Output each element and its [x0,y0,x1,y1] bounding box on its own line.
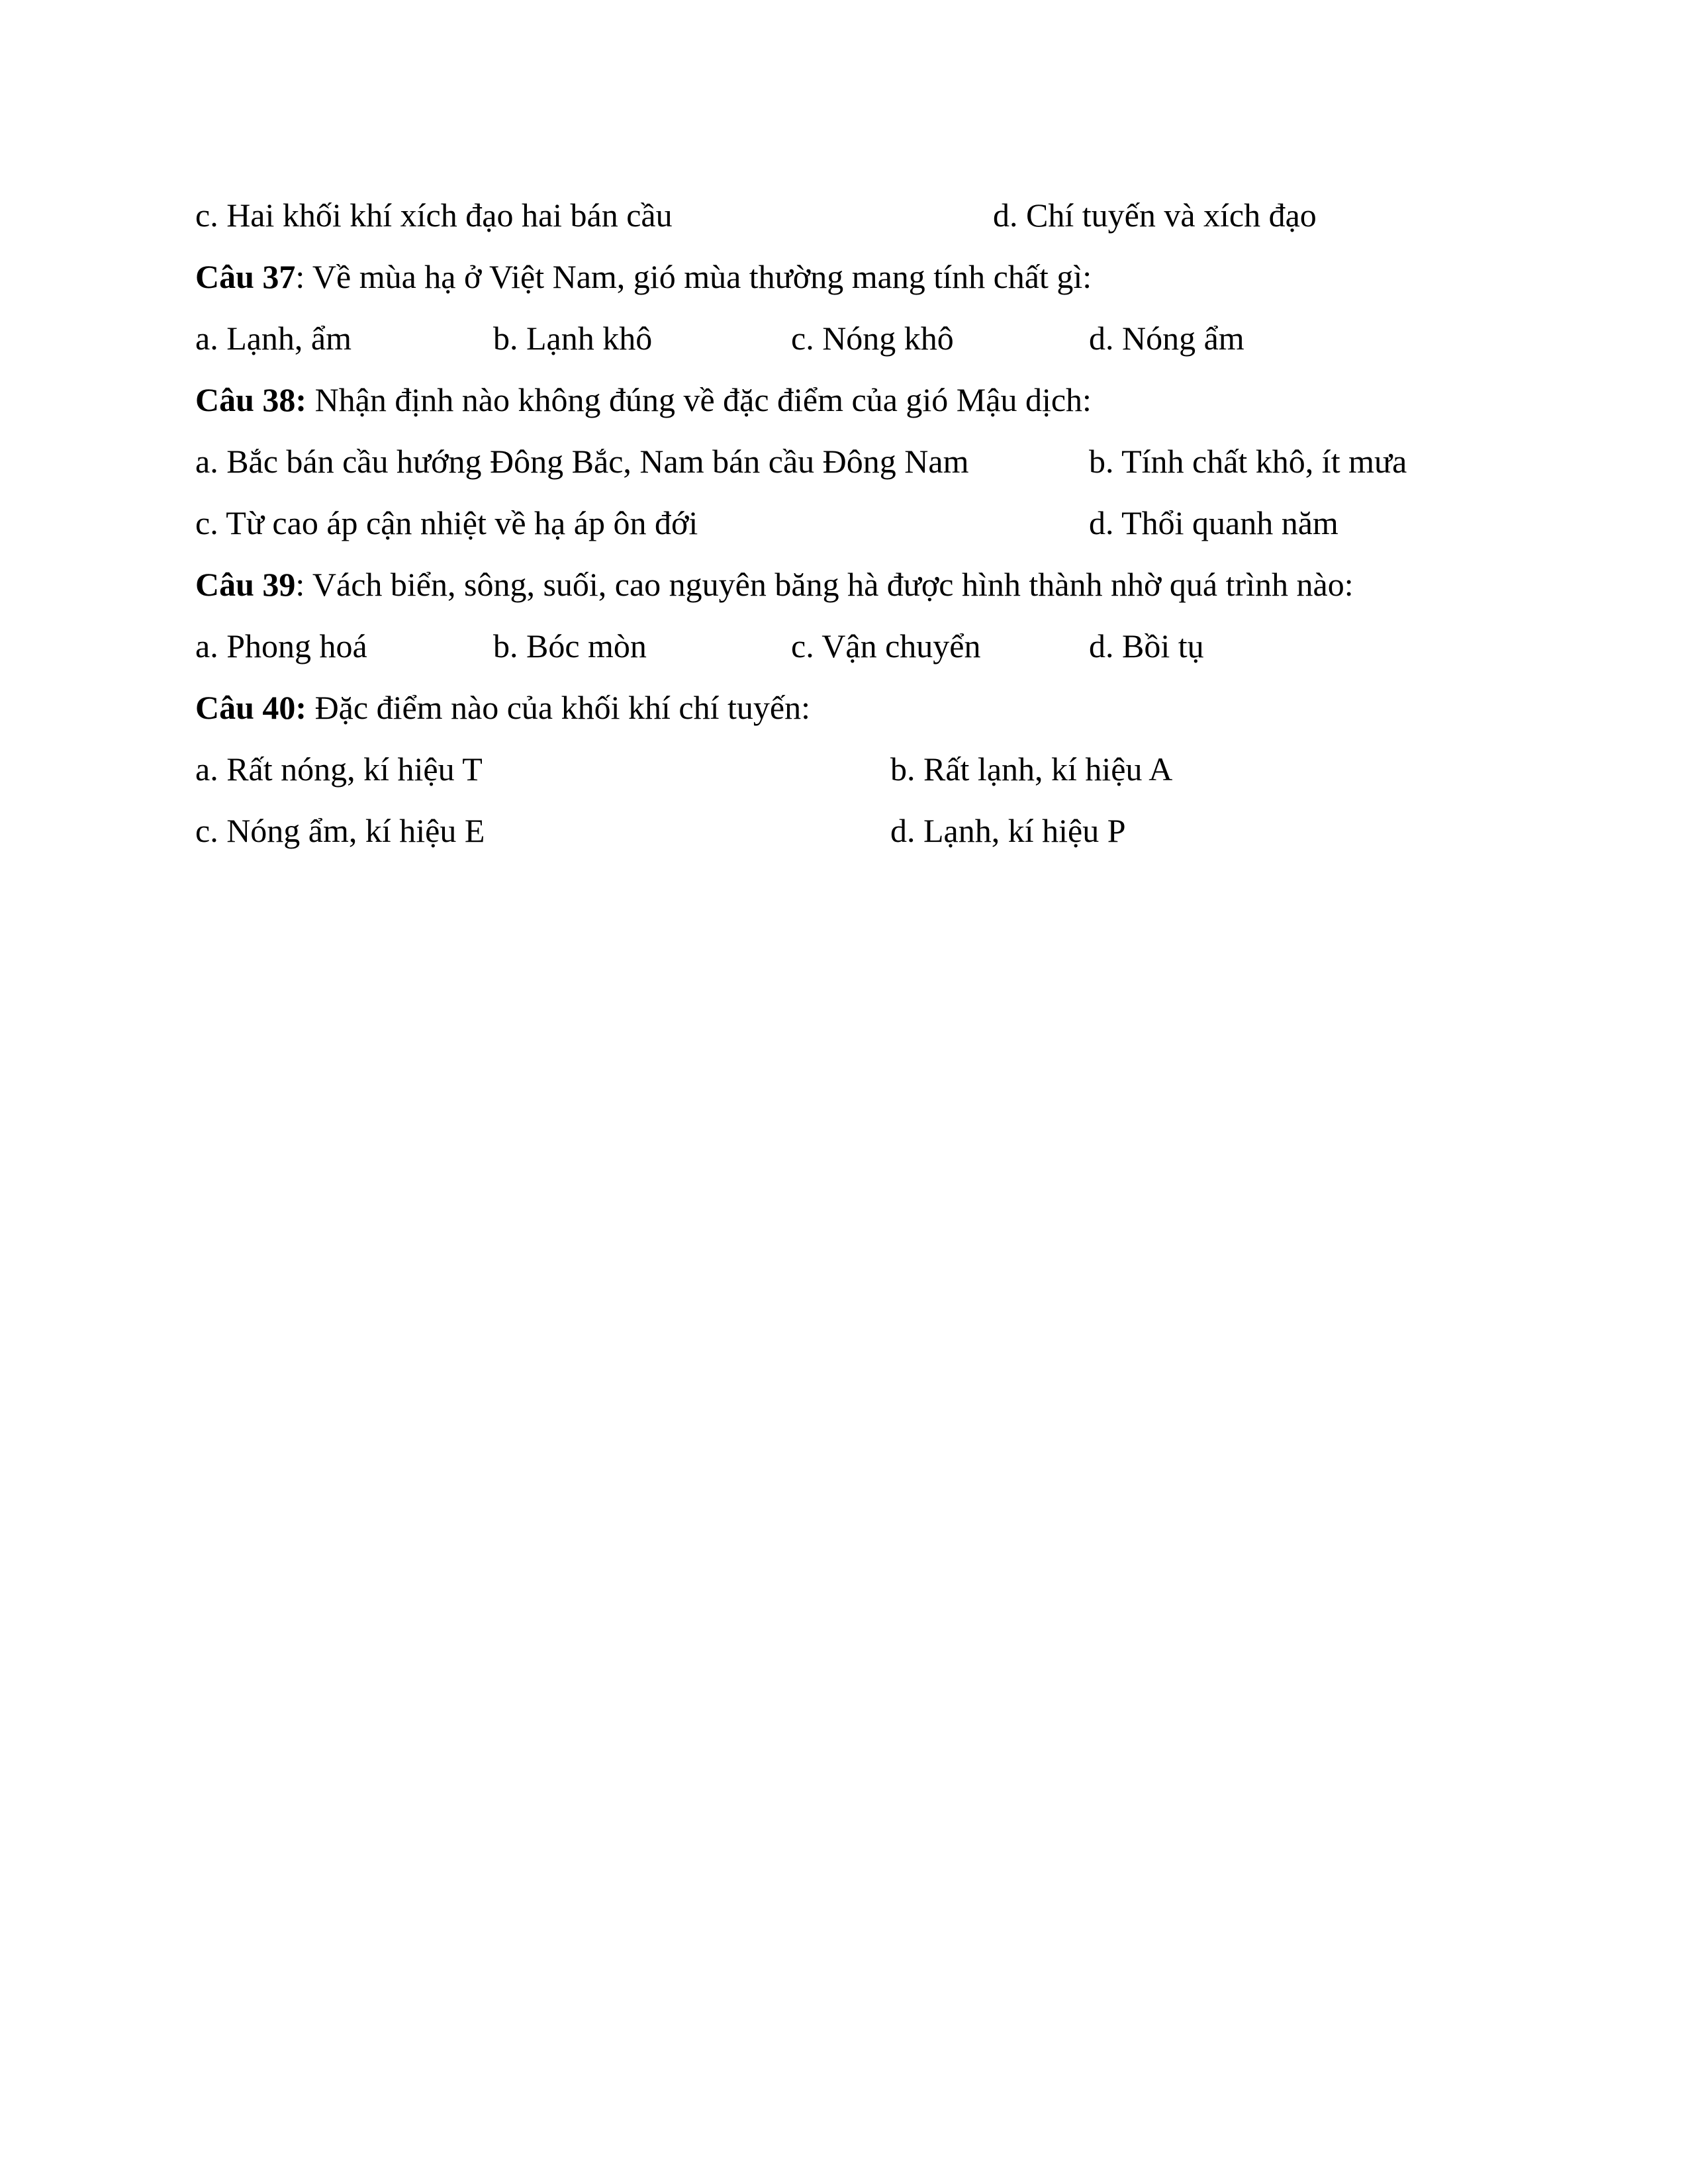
q37-option-b: b. Lạnh khô [493,320,653,357]
question-text: : Vách biển, sông, suối, cao nguyên băng hà được hình thành nhờ quá trình nào: [295,566,1354,603]
question-text: Nhận định nào không đúng về đặc điểm của gió Mậu dịch: [306,381,1092,418]
q39-option-b: b. Bóc mòn [493,627,647,664]
q37-option-d: d. Nóng ẩm [1089,320,1244,357]
q39-option-a: a. Phong hoá [195,627,367,664]
q40-option-a: a. Rất nóng, kí hiệu T [195,751,483,788]
question-number: Câu 39 [195,566,296,603]
q38-option-a: a. Bắc bán cầu hướng Đông Bắc, Nam bán cầu Đông Nam [195,443,969,480]
question-text: Đặc điểm nào của khối khí chí tuyến: [306,689,810,726]
question-number: Câu 40: [195,689,307,726]
q36-option-c: c. Hai khối khí xích đạo hai bán cầu [195,197,673,234]
q37-options-row [195,315,1519,361]
q39-option-d: d. Bồi tụ [1089,627,1204,664]
q40-option-d: d. Lạnh, kí hiệu P [890,812,1126,849]
question-40 [195,684,1519,731]
q39-option-c: c. Vận chuyển [791,627,981,664]
q37-option-c: c. Nóng khô [791,320,954,357]
question-text: : Về mùa hạ ở Việt Nam, gió mùa thường mang tính chất gì: [295,258,1092,295]
question-37 [195,253,1519,300]
q36-options-row [195,192,1519,238]
q40-options-row-2 [195,807,1519,854]
q40-option-c: c. Nóng ẩm, kí hiệu E [195,812,485,849]
q38-option-d: d. Thổi quanh năm [1089,504,1338,541]
q38-options-row-2 [195,500,1519,546]
question-39 [195,561,1519,608]
question-38 [195,377,1519,423]
q37-option-a: a. Lạnh, ẩm [195,320,352,357]
q40-option-b: b. Rất lạnh, kí hiệu A [890,751,1173,788]
q38-options-row-1 [195,438,1519,484]
q36-option-d: d. Chí tuyến và xích đạo [993,197,1317,234]
question-number: Câu 37 [195,258,296,295]
q39-options-row [195,623,1519,669]
q38-option-c: c. Từ cao áp cận nhiệt về hạ áp ôn đới [195,504,698,541]
q38-option-b: b. Tính chất khô, ít mưa [1089,443,1407,480]
question-number: Câu 38: [195,381,307,418]
q40-options-row-1 [195,746,1519,792]
